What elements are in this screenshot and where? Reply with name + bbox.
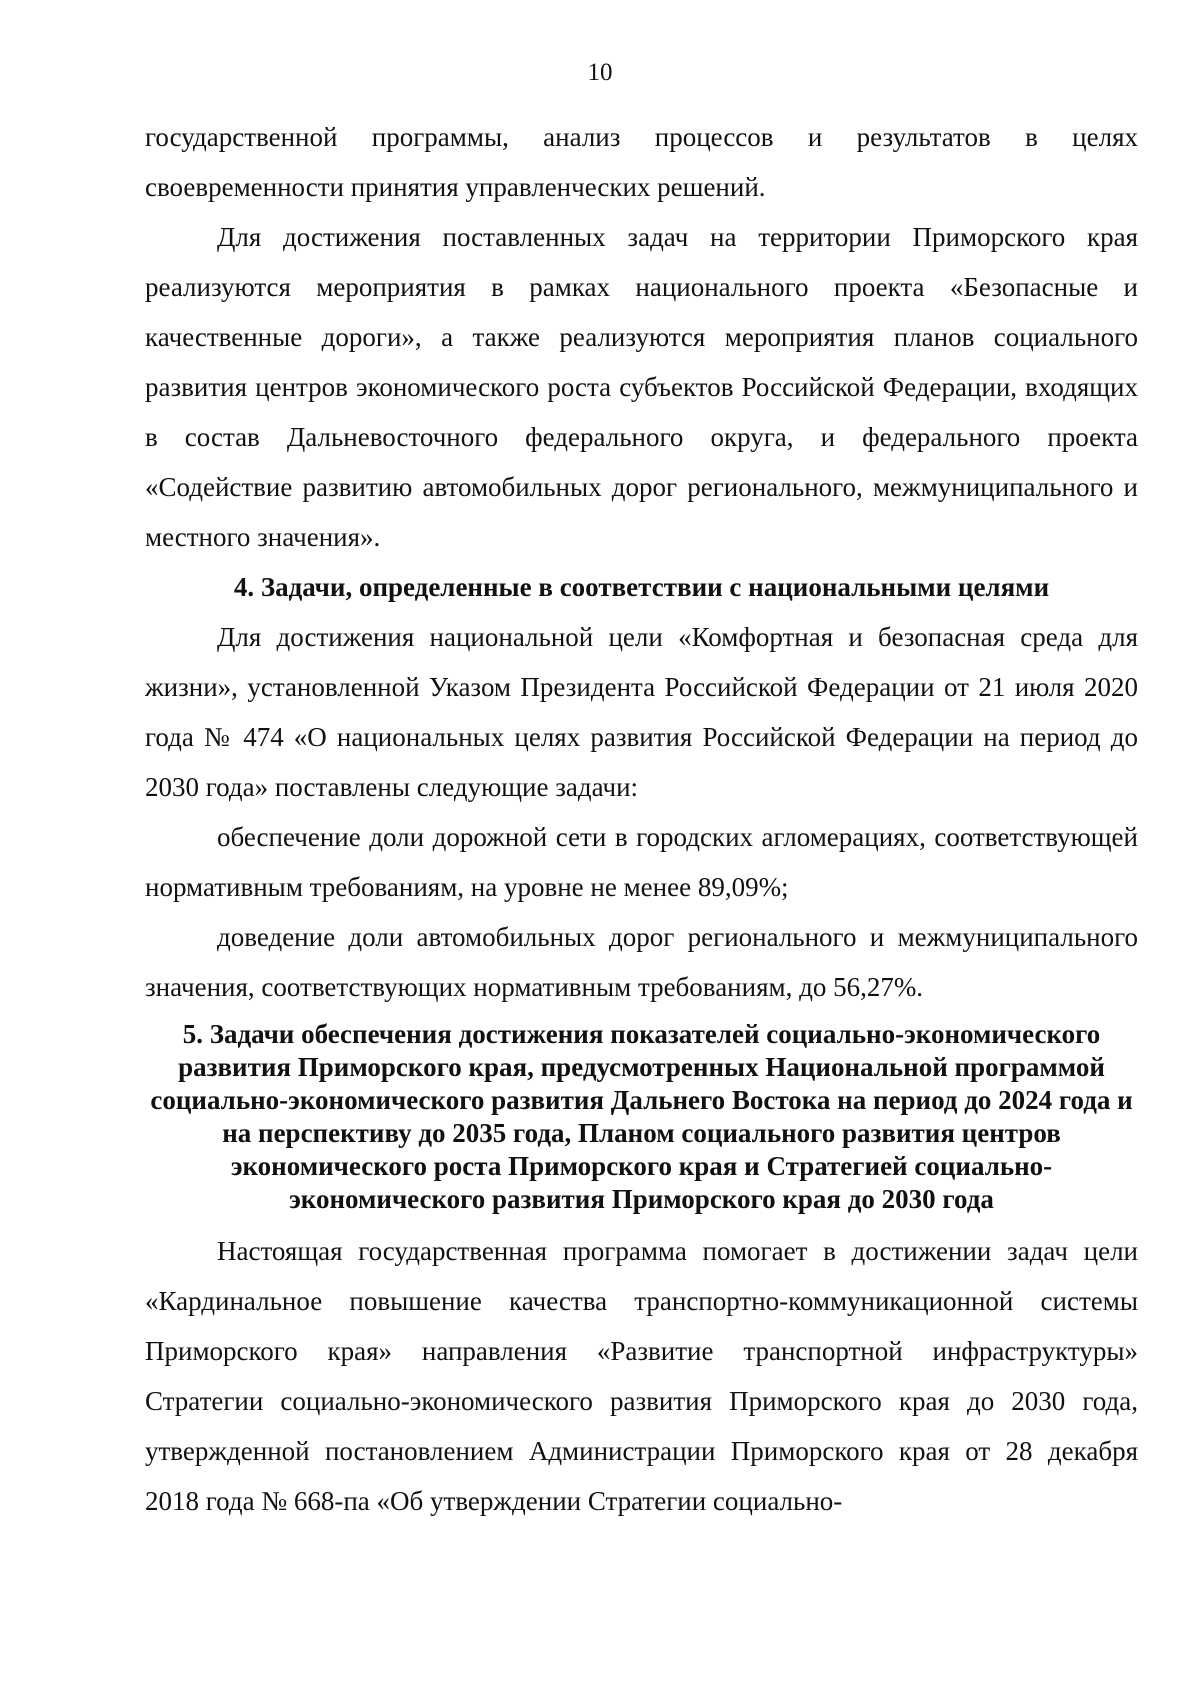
paragraph-continuation: государственной программы, анализ процессов и результатов в целях своевременности принятия управленческих решений. <box>145 122 1138 202</box>
page-number: 10 <box>587 59 613 86</box>
document-body <box>145 112 1138 1526</box>
paragraph-national-goal: Для достижения национальной цели «Комфортная и безопасная среда для жизни», установленной Указом Президента Российской Федерации от 21 июля 2020 года № 474 «О национальных целях развития Российской Федерации на период до 2030 года» поставлены следующие задачи: <box>145 622 1138 802</box>
paragraph-strategy: Настоящая государственная программа помогает в достижении задач цели «Кардинальное повышение качества транспортно-коммуникационной системы Приморского края» направления «Развитие транспортной инфраструктуры» Стратегии социально-экономического развития Приморского края до 2030 года, утвержденной постановлением Администрации Приморского края от 28 декабря 2018 года № 668-па «Об утверждении Стратегии социально- <box>145 1236 1138 1516</box>
paragraph-national-project: Для достижения поставленных задач на территории Приморского края реализуются мероприятия в рамках национального проекта «Безопасные и качественные дороги», а также реализуются мероприятия планов социального развития центров экономического роста субъектов Российской Федерации, входящих в состав Дальневосточного федерального округа, и федерального проекта «Содействие развитию автомобильных дорог регионального, межмуниципального и местного значения». <box>145 222 1138 552</box>
section-5-heading: 5. Задачи обеспечения достижения показателей социально-экономического развития Приморского края, предусмотренных Национальной программой социально-экономического развития Дальнего Востока на период до 2024 года и на перспективу до 2035 года, Планом социального развития центров экономического роста Приморского края и Стратегией социально-экономического развития Приморского края до 2030 года <box>150 1019 1133 1214</box>
paragraph-task-urban-roads: обеспечение доли дорожной сети в городских агломерациях, соответствующей нормативным требованиям, на уровне не менее 89,09%; <box>145 822 1138 902</box>
paragraph-task-regional-roads: доведение доли автомобильных дорог регионального и межмуниципального значения, соответствующих нормативным требованиям, до 56,27%. <box>145 922 1138 1002</box>
section-4-heading: 4. Задачи, определенные в соответствии с национальными целями <box>233 572 1050 602</box>
